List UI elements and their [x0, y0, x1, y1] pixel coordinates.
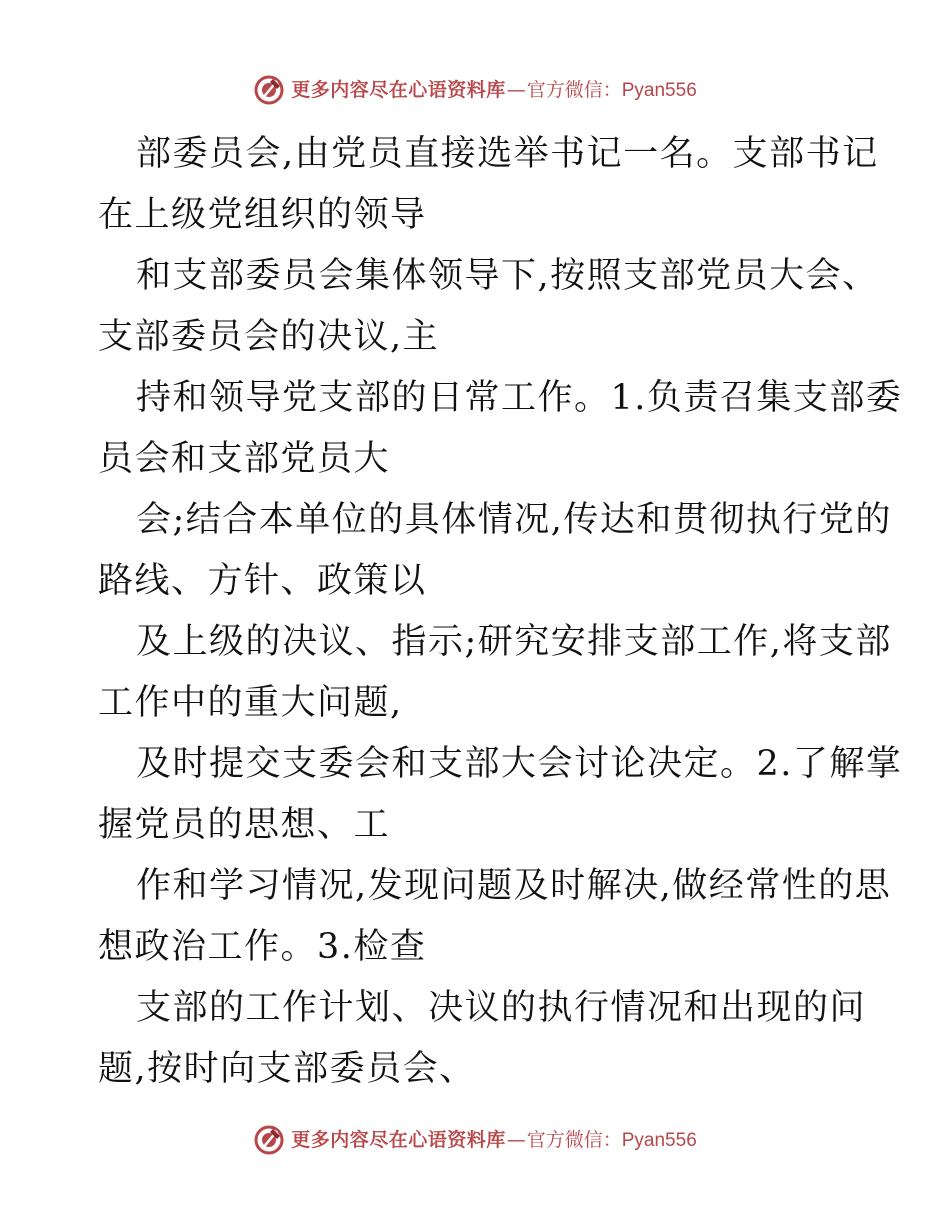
watermark-wechat-label: 官方微信：	[526, 1128, 622, 1151]
document-body	[98, 124, 903, 1100]
text-line: 想政治工作。3.检查	[98, 927, 427, 967]
text-line: 作和学习情况,发现问题及时解决,做经常性的思	[136, 866, 892, 906]
text-line: 部委员会,由党员直接选举书记一名。支部书记	[136, 134, 879, 174]
logo-icon	[253, 74, 285, 106]
watermark-text	[291, 1128, 697, 1151]
text-line: 握党员的思想、工	[98, 805, 391, 845]
text-line: 题,按时向支部委员会、	[98, 1049, 476, 1089]
watermark-text	[291, 78, 697, 101]
text-line: 支部的工作计划、决议的执行情况和出现的问	[136, 988, 867, 1028]
watermark-wechat-id: Pyan556	[621, 79, 697, 101]
text-line: 持和领导党支部的日常工作。1.负责召集支部委	[136, 378, 903, 418]
text-line: 和支部委员会集体领导下,按照支部党员大会、	[136, 256, 879, 296]
header-watermark	[0, 72, 950, 108]
watermark-separator: —	[506, 78, 526, 101]
text-line: 及上级的决议、指示;研究安排支部工作,将支部	[136, 622, 892, 662]
text-line: 在上级党组织的领导	[98, 195, 427, 235]
watermark-site: 更多内容尽在心语资料库	[291, 78, 506, 101]
watermark-wechat-label: 官方微信：	[526, 78, 622, 101]
text-line: 员会和支部党员大	[98, 439, 391, 479]
text-line: 及时提交支委会和支部大会讨论决定。2.了解掌	[136, 744, 903, 784]
text-line: 路线、方针、政策以	[98, 561, 427, 601]
watermark-separator: —	[506, 1128, 526, 1151]
logo-icon	[253, 1124, 285, 1156]
text-line: 工作中的重大问题,	[98, 683, 403, 723]
watermark-site: 更多内容尽在心语资料库	[291, 1128, 506, 1151]
watermark-wechat-id: Pyan556	[621, 1129, 697, 1151]
text-line: 支部委员会的决议,主	[98, 317, 440, 357]
text-line: 会;结合本单位的具体情况,传达和贯彻执行党的	[136, 500, 892, 540]
footer-watermark	[0, 1122, 950, 1158]
